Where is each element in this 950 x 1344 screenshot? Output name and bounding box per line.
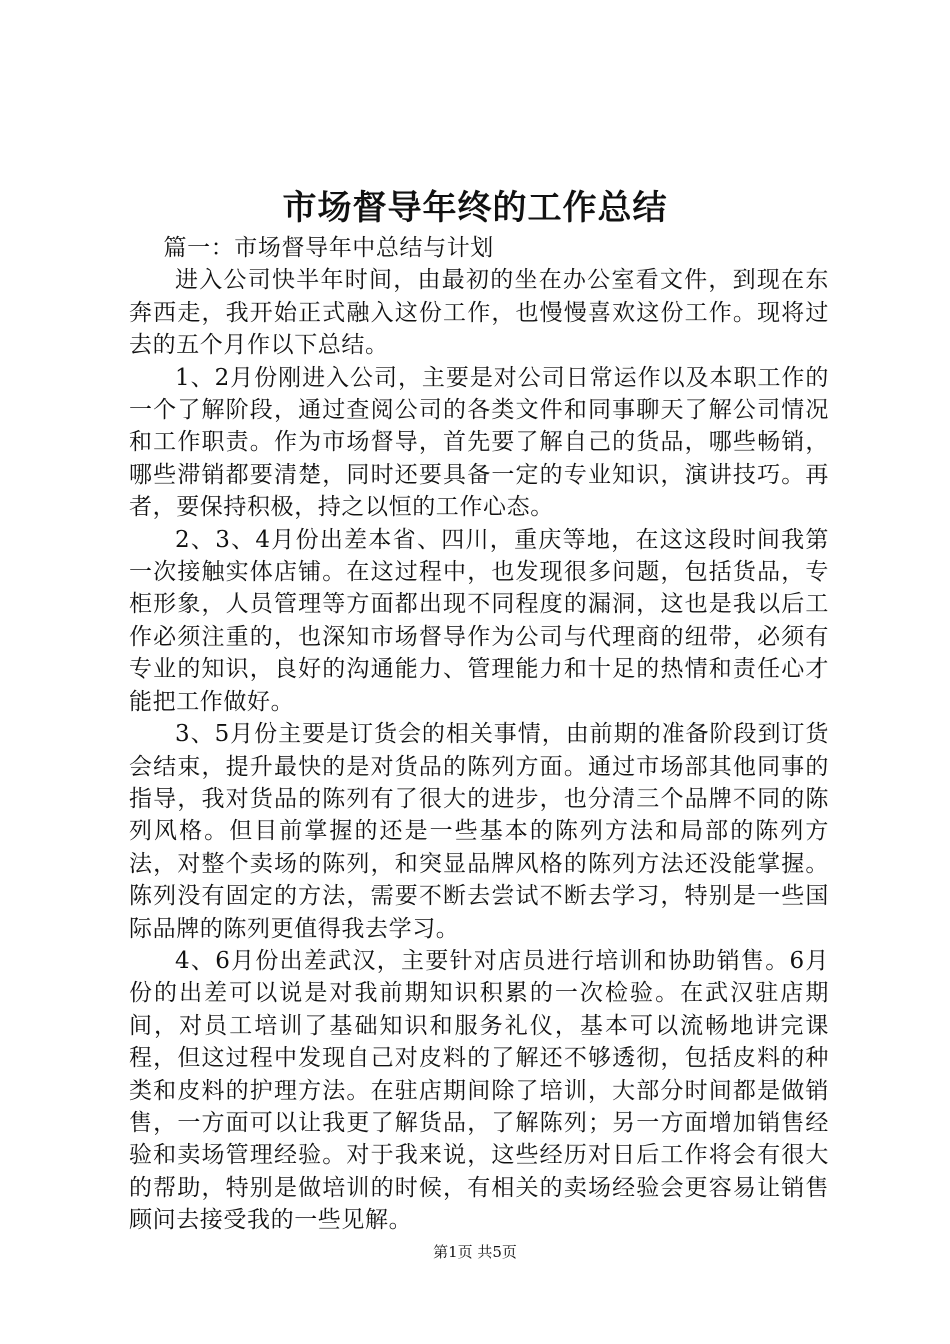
paragraph-intro: 进入公司快半年时间，由最初的坐在办公室看文件，到现在东奔西走，我开始正式融入这份工作，也慢慢喜欢这份工作。现将过去的五个月作以下总结。	[129, 267, 829, 359]
paragraph-item-1: 1、2月份刚进入公司，主要是对公司日常运作以及本职工作的一个了解阶段，通过查阅公司的各类文件和同事聊天了解公司情况和工作职责。作为市场督导，首先要了解自己的货品，哪些畅销，哪些滞销都要清楚，同时还要具备一定的专业知识，演讲技巧。再者，要保持积极，持之以恒的工作心态。	[129, 364, 829, 521]
paragraph-item-4: 4、6月份出差武汉，主要针对店员进行培训和协助销售。6月份的出差可以说是对我前期知识积累的一次检验。在武汉驻店期间，对员工培训了基础知识和服务礼仪，基本可以流畅地讲完课程，但这过程中发现自己对皮料的了解还不够透彻，包括皮料的种类和皮料的护理方法。在驻店期间除了培训，大部分时间都是做销售，一方面可以让我更了解货品，了解陈列；另一方面增加销售经验和卖场管理经验。对于我来说，这些经历对日后工作将会有很大的帮助，特别是做培训的时候，有相关的卖场经验会更容易让销售顾问去接受我的一些见解。	[129, 947, 829, 1234]
section-subheading: 篇一：市场督导年中总结与计划	[163, 235, 494, 261]
paragraph-item-3: 3、5月份主要是订货会的相关事情，由前期的准备阶段到订货会结束，提升最快的是对货品的陈列方面。通过市场部其他同事的指导，我对货品的陈列有了很大的进步，也分清三个品牌不同的陈列风格。但目前掌握的还是一些基本的陈列方法和局部的陈列方法，对整个卖场的陈列，和突显品牌风格的陈列方法还没能掌握。陈列没有固定的方法，需要不断去尝试不断去学习，特别是一些国际品牌的陈列更值得我去学习。	[129, 721, 829, 942]
paragraph-item-2: 2、3、4月份出差本省、四川，重庆等地，在这这段时间我第一次接触实体店铺。在这过程中，也发现很多问题，包括货品，专柜形象，人员管理等方面都出现不同程度的漏洞，这也是我以后工作必须注重的，也深知市场督导作为公司与代理商的纽带，必须有专业的知识，良好的沟通能力、管理能力和十足的热情和责任心才能把工作做好。	[129, 526, 829, 715]
document-body	[129, 232, 829, 1237]
document-title: 市场督导年终的工作总结	[282, 188, 668, 228]
page-footer: 第1页 共5页	[433, 1243, 517, 1261]
